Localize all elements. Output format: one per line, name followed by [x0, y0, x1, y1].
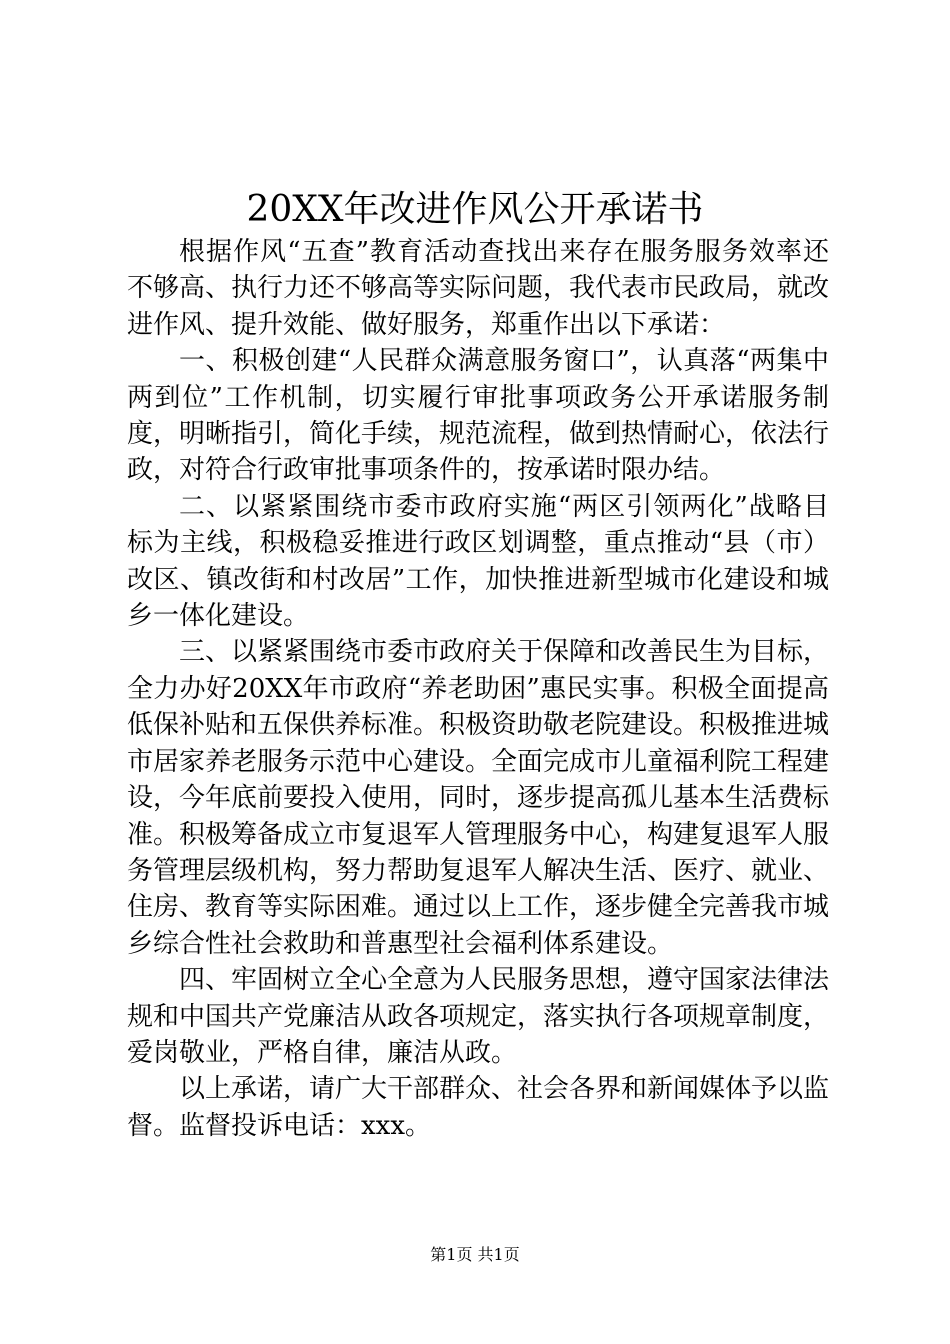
paragraph-commitment-4: 四、牢固树立全心全意为人民服务思想，遵守国家法律法规和中国共产党廉洁从政各项规定，落实执行各项规章制度，爱岗敬业，严格自律，廉洁从政。 — [127, 965, 830, 1068]
paragraph-commitment-3: 三、以紧紧围绕市委市政府关于保障和改善民生为目标，全力办好20XX年市政府“养老助困”惠民实事。积极全面提高低保补贴和五保供养标准。积极资助敬老院建设。积极推进城市居家养老服务示范中心建设。全面完成市儿童福利院工程建设，今年底前要投入使用，同时，逐步提高孤儿基本生活费标准。积极筹备成立市复退军人管理服务中心，构建复退军人服务管理层级机构，努力帮助复退军人解决生活、医疗、就业、住房、教育等实际困难。通过以上工作，逐步健全完善我市城乡综合性社会救助和普惠型社会福利体系建设。 — [127, 637, 830, 959]
paragraph-intro: 根据作风“五查”教育活动查找出来存在服务服务效率还不够高、执行力还不够高等实际问题，我代表市民政局，就改进作风、提升效能、做好服务，郑重作出以下承诺： — [127, 237, 830, 340]
paragraph-commitment-1: 一、积极创建“人民群众满意服务窗口”，认真落“两集中两到位”工作机制，切实履行审批事项政务公开承诺服务制度，明晰指引，简化手续，规范流程，做到热情耐心，依法行政，对符合行政审批事项条件的，按承诺时限办结。 — [127, 346, 830, 486]
paragraph-closing: 以上承诺，请广大干部群众、社会各界和新闻媒体予以监督。监督投诉电话：xxx。 — [127, 1074, 830, 1141]
paragraph-commitment-2: 二、以紧紧围绕市委市政府实施“两区引领两化”战略目标为主线，积极稳妥推进行政区划调整，重点推动“县（市）改区、镇改街和村改居”工作，加快推进新型城市化建设和城乡一体化建设。 — [127, 491, 829, 632]
document-title: 20XX年改进作风公开承诺书 — [246, 189, 704, 230]
document-body — [127, 234, 829, 1144]
page-number: 第1页 共1页 — [430, 1245, 520, 1264]
